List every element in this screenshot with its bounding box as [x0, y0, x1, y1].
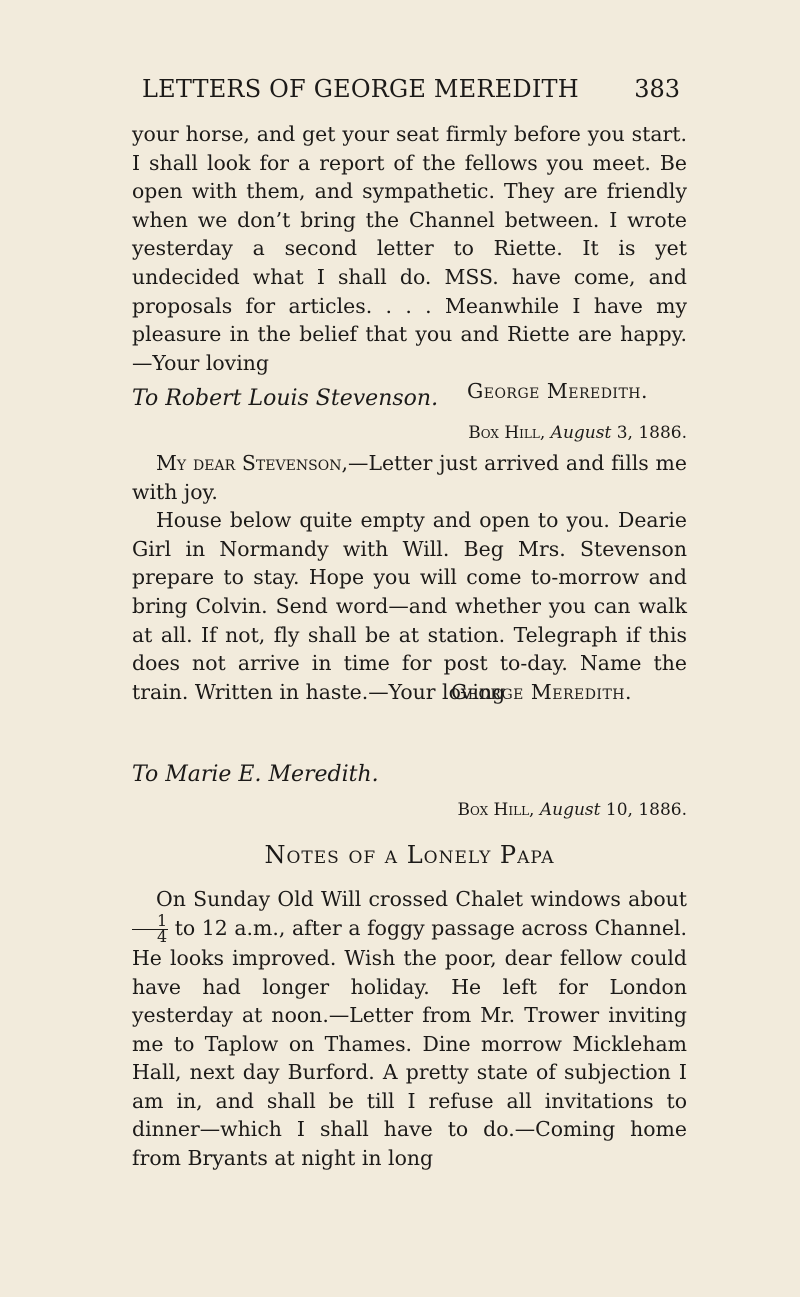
page-number: 383 [634, 75, 680, 103]
letter-three-para-rest: to 12 a.m., after a foggy passage across Channel. He looks improved. Wish the poor, dear fellow could have had longer holiday. He left for London yesterday at noon.—Letter from Mr. Trower inviting me to Taplow on Thames. Dine morrow Mickleham Hall, next day Burford. A pretty state of subjection I am in, and shall be till I refuse all invitations to dinner—which I shall have to do.—Coming home from Bryants at night in long [132, 915, 687, 1171]
letter-two-heading: To Robert Louis Stevenson. [132, 386, 439, 411]
letter-three-dateline [457, 798, 687, 822]
fraction-numerator: 1 [132, 914, 168, 929]
letter-two-signature: George Meredith. [450, 679, 632, 704]
letter-three-heading: To Marie E. Meredith. [132, 762, 379, 787]
letter-two-opening-text: —Letter just arrived and fills me with joy. [132, 451, 687, 504]
letter-three-date-rest: 10, 1886. [605, 800, 687, 820]
letter-two-opening [132, 449, 687, 506]
letter-three-body [132, 885, 687, 1173]
notes-title: Notes of a Lonely Papa [264, 841, 555, 869]
letter-one-paragraph: your horse, and get your seat firmly before you start. I shall look for a report of the fellows you meet. Be open with them, and sympathetic. They are friendly when we don’t bring the Channel between. I wrote yesterday a second letter to Riette. It is yet undecided what I shall do. MSS. have come, and proposals for articles. . . . Meanwhile I have my pleasure in the belief that you and Riette are happy.—Your loving [132, 122, 687, 375]
fraction-denominator: 4 [157, 926, 168, 946]
letter-two-body [132, 449, 687, 706]
letter-three-month: August [539, 800, 601, 820]
letter-two-month: August [550, 423, 612, 443]
letter-two-place: Box Hill, [468, 423, 546, 443]
letter-two-dateline [468, 421, 687, 445]
letter-two-paragraph: House below quite empty and open to you. Dearie Girl in Normandy with Will. Beg Mrs. Stevenson prepare to stay. Hope you will come to-morrow and bring Colvin. Send word—and whether you can walk at all. If not, fly shall be at station. Telegraph if this does not arrive in time for post to-day. Name the train. Written in haste.—Your loving [132, 508, 687, 704]
letter-three-place: Box Hill, [457, 800, 535, 820]
letter-one-signature: George Meredith. [466, 379, 648, 404]
page-header [130, 72, 680, 106]
running-title: LETTERS OF GEORGE MEREDITH [142, 75, 579, 103]
letter-three-para-start: On Sunday Old Will crossed Chalet windows about [156, 887, 687, 911]
letter-three-paragraph [132, 885, 687, 1173]
letter-one [132, 120, 687, 406]
quarter-fraction [132, 911, 168, 946]
letter-two-date-rest: 3, 1886. [616, 423, 687, 443]
letter-two-salutation: My dear Stevenson, [156, 451, 349, 475]
